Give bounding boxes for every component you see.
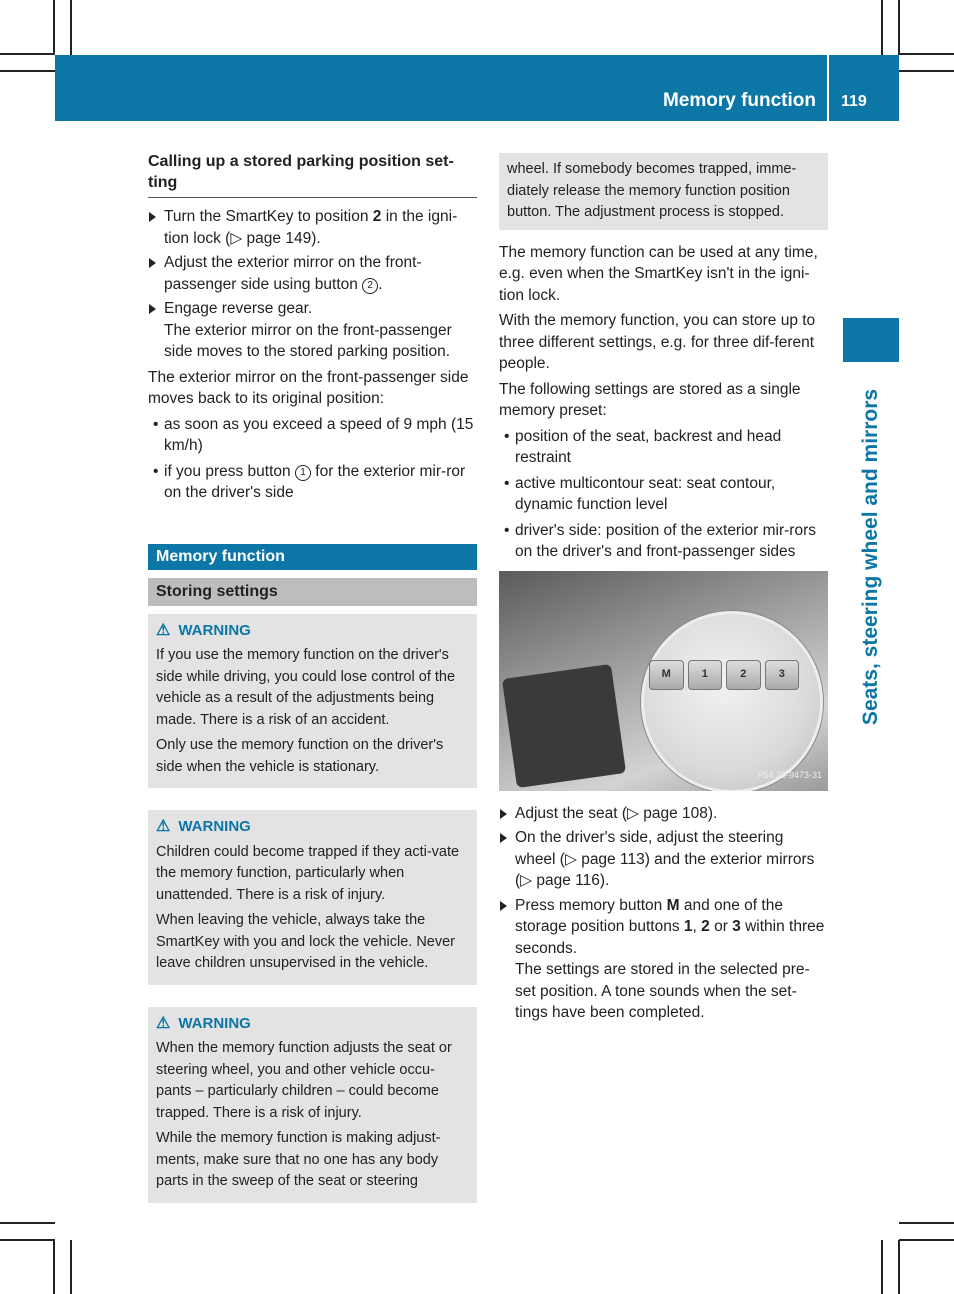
bullet-text: if you press button (164, 462, 295, 480)
warning-text: wheel. If somebody becomes trapped, imme-diately release the memory function position button. The adjustment process is stopped. (507, 161, 797, 220)
button-label: 2 (701, 918, 710, 935)
right-column (499, 153, 828, 1027)
step-text: Adjust the seat (▷ page 108). (515, 804, 718, 822)
section-title: Memory function (148, 544, 477, 570)
memory-button-m: M (649, 660, 684, 690)
step-result: The settings are stored in the selected pre-set position. A tone sounds when the set-tings have been completed. (515, 961, 810, 1021)
warning-text: When leaving the vehicle, always take the SmartKey with you and lock the vehicle. Never leave children unsupervised in the vehicle. (156, 912, 455, 971)
crop-mark (53, 1240, 55, 1294)
subsection-title: Storing settings (148, 578, 477, 606)
bullet-text: as soon as you exceed a speed of 9 mph (15 km/h) (164, 415, 474, 454)
warning-continuation (499, 153, 828, 230)
step-text: Press memory button (515, 896, 667, 914)
crop-mark (881, 1240, 883, 1294)
step-text: or (709, 918, 733, 935)
crop-mark (0, 70, 55, 72)
step-text: On the driver's side, adjust the steering wheel (▷ page 113) and the exterior mirrors (▷ page 116). (515, 829, 815, 889)
warning-label: WARNING (178, 621, 251, 639)
parking-step (148, 298, 477, 363)
step-result: The exterior mirror on the front-passenger side moves to the stored parking position. (164, 321, 452, 360)
parking-heading: Calling up a stored parking position set-ting (148, 151, 477, 198)
paragraph: The memory function can be used at any time, e.g. even when the SmartKey isn't in the igni-tion lock. (499, 243, 818, 304)
crop-mark (0, 53, 55, 55)
memory-button-row (649, 660, 799, 690)
paragraph: With the memory function, you can store up to three different settings, e.g. for three dif-ferent people. (499, 312, 816, 372)
list-item: • position of the seat, backrest and head restraint (499, 426, 828, 469)
crop-mark (899, 70, 954, 72)
memory-buttons-photo (499, 571, 828, 791)
warning-heading (156, 620, 469, 642)
page-header (55, 55, 899, 121)
storing-step (499, 803, 828, 825)
crop-mark (0, 1239, 55, 1241)
step-text: in the igni-tion lock (▷ page 149). (164, 208, 458, 247)
button-label: 3 (732, 918, 741, 935)
memory-button-2: 2 (726, 660, 761, 690)
button-1-icon: 1 (295, 465, 311, 481)
warning-heading (156, 1013, 469, 1035)
warning-box (148, 1007, 477, 1203)
position-number: 2 (372, 208, 382, 225)
crop-mark (881, 0, 883, 55)
warning-text: Only use the memory function on the driver's side when the vehicle is stationary. (156, 737, 444, 775)
warning-box (148, 810, 477, 985)
crop-mark (53, 0, 55, 55)
magnifier-circle (641, 611, 823, 791)
crop-mark (898, 0, 900, 55)
memory-button-3: 3 (765, 660, 800, 690)
step-text: , (692, 918, 702, 935)
warning-text: When the memory function adjusts the seat or steering wheel, you and other vehicle occu-pants – particularly children – could become trapped. There is a risk of injury. (156, 1040, 452, 1121)
warning-heading (156, 816, 469, 838)
page-number: 119 (841, 93, 867, 110)
step-text: Turn the SmartKey to position (164, 208, 373, 225)
list-item: • active multicontour seat: seat contour, dynamic function level (499, 473, 828, 516)
step-text: within three seconds. (515, 918, 825, 957)
warning-box (148, 614, 477, 789)
storing-step (499, 827, 828, 892)
crop-mark (899, 1239, 954, 1241)
crop-mark (899, 53, 954, 55)
warning-text: If you use the memory function on the driver's side while driving, you could lose control of the vehicle as a result of the adjustments being made. There is a risk of an accident. (156, 647, 456, 728)
left-column (148, 151, 477, 1203)
warning-text: While the memory function is making adjust-ments, make sure that no one has any body parts in the sweep of the seat or steering (156, 1130, 441, 1189)
warning-triangle-icon: ⚠ (156, 818, 171, 835)
storing-step (499, 895, 828, 1024)
step-text: and one of the storage position buttons (515, 896, 783, 935)
button-label: M (666, 896, 680, 914)
side-chapter-title: Seats, steering wheel and mirrors (859, 388, 882, 726)
door-panel (502, 663, 626, 787)
bullet-text: for the exterior mir-ror on the driver's side (164, 462, 466, 501)
figure-code: P54.25-9473-31 (757, 770, 822, 780)
warning-label: WARNING (178, 1014, 251, 1032)
warning-triangle-icon: ⚠ (156, 621, 171, 639)
crop-mark (70, 0, 72, 55)
crop-mark (898, 1240, 900, 1294)
button-label: 1 (683, 918, 693, 935)
crop-mark (899, 1222, 954, 1224)
parking-step (148, 252, 477, 295)
parking-step (148, 206, 477, 249)
button-2-icon: 2 (362, 278, 378, 294)
memory-button-1: 1 (688, 660, 723, 690)
step-text: Adjust the exterior mirror on the front-passenger side using button (164, 254, 422, 293)
header-separator (827, 55, 829, 121)
header-title: Memory function (662, 90, 816, 111)
warning-text: Children could become trapped if they acti-vate the memory function, particularly when unattended. There is a risk of injury. (156, 843, 460, 903)
step-text: . (378, 275, 383, 293)
list-item: • driver's side: position of the exterior mir-rors on the driver's and front-passenger sides (499, 520, 828, 563)
crop-mark (70, 1240, 72, 1294)
crop-mark (0, 1222, 55, 1224)
list-item (148, 461, 477, 504)
side-tab-marker (843, 318, 899, 362)
list-item (148, 414, 477, 457)
paragraph: The following settings are stored as a single memory preset: (499, 380, 801, 419)
step-text: Engage reverse gear. (164, 300, 313, 317)
warning-triangle-icon: ⚠ (156, 1014, 171, 1032)
original-position-text: The exterior mirror on the front-passenger side moves back to its original position: (148, 368, 469, 407)
warning-label: WARNING (178, 818, 251, 835)
